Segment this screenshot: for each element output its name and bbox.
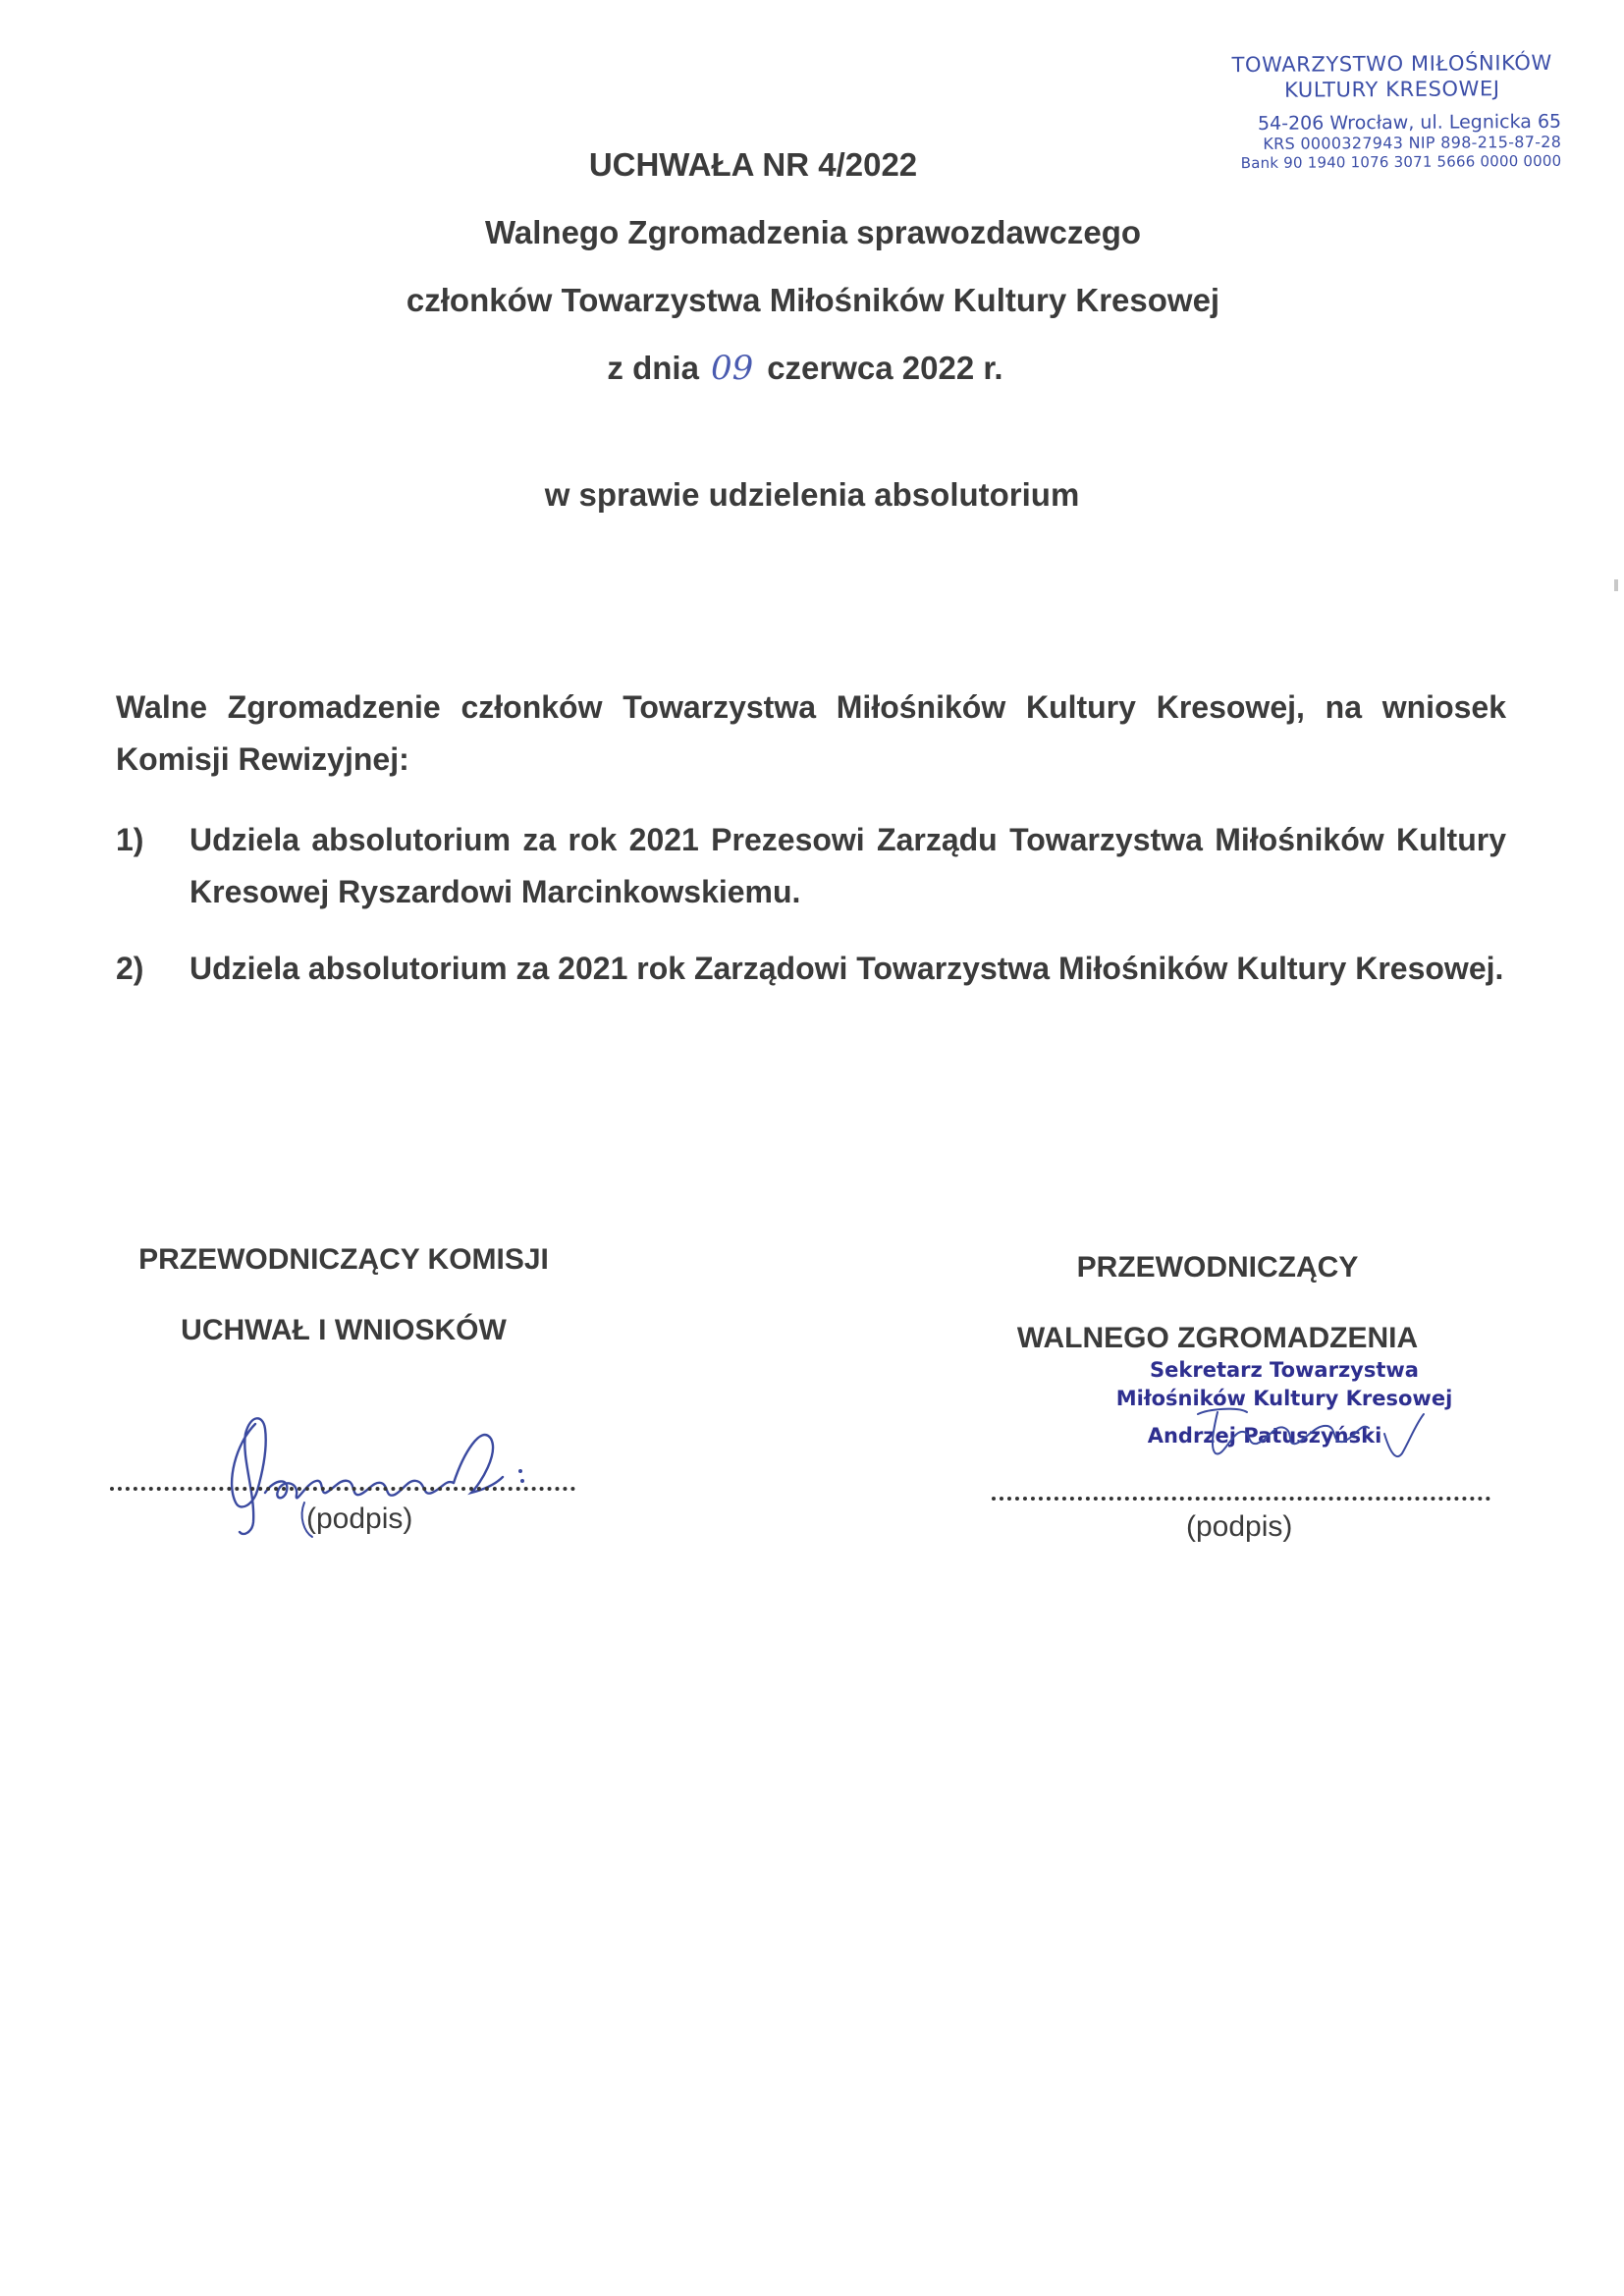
list-item bbox=[116, 943, 1506, 995]
right-handwritten-signature bbox=[1159, 1394, 1453, 1483]
left-signature-line bbox=[110, 1487, 575, 1491]
list-item-number: 2) bbox=[116, 951, 144, 986]
resolution-title: UCHWAŁA NR 4/2022 bbox=[588, 146, 918, 183]
right-signature-line bbox=[992, 1497, 1490, 1501]
right-signature-caption: (podpis) bbox=[1186, 1510, 1293, 1543]
secretary-stamp-line3: Andrzej Patuszyński bbox=[1147, 1424, 1382, 1448]
list-item-number: 1) bbox=[116, 822, 144, 857]
stamp-name-line2: KULTURY KRESOWEJ bbox=[1283, 77, 1500, 102]
stamp-name-line1: TOWARZYSTWO MIŁOŚNIKÓW bbox=[1231, 50, 1552, 78]
right-title-line1: PRZEWODNICZĄCY bbox=[1076, 1251, 1359, 1284]
resolution-header bbox=[0, 147, 1624, 418]
list-item-text: Udziela absolutorium za rok 2021 Prezesowi Zarządu Towarzystwa Miłośników Kultury Kresowej Ryszardowi Marcinkowskiemu. bbox=[189, 822, 1506, 909]
resolution-subject: w sprawie udzielenia absolutorium bbox=[544, 476, 1080, 513]
resolution-body-line: Walnego Zgromadzenia sprawozdawczego bbox=[484, 214, 1142, 250]
resolution-intro: Walne Zgromadzenie członków Towarzystwa Miłośników Kultury Kresowej, na wniosek Komisji Rewizyjnej: bbox=[116, 689, 1506, 777]
scan-edge-mark bbox=[1614, 579, 1618, 591]
list-item bbox=[116, 814, 1506, 918]
left-signatory-title bbox=[108, 1243, 579, 1347]
stamp-address: 54-206 Wrocław, ul. Legnicka 65 bbox=[1257, 110, 1562, 135]
resolution-date bbox=[0, 351, 1624, 386]
left-title-line1: PRZEWODNICZĄCY KOMISJI bbox=[138, 1243, 549, 1276]
secretary-stamp-line1: Sekretarz Towarzystwa bbox=[1150, 1358, 1419, 1382]
date-prefix: z dnia bbox=[607, 350, 699, 386]
secretary-stamp-line2: Miłośników Kultury Kresowej bbox=[1115, 1387, 1453, 1410]
stamp-krs-nip: KRS 0000327943 NIP 898-215-87-28 bbox=[1263, 132, 1562, 153]
resolution-members-line: członków Towarzystwa Miłośników Kultury Kresowej bbox=[406, 282, 1220, 318]
list-item-text: Udziela absolutorium za 2021 rok Zarządowi Towarzystwa Miłośników Kultury Kresowej. bbox=[189, 951, 1504, 986]
date-day-handwritten: 09 bbox=[710, 349, 754, 388]
stamp-bank-account: Bank 90 1940 1076 3071 5666 0000 0000 bbox=[1240, 151, 1562, 173]
right-signatory-title bbox=[982, 1251, 1453, 1355]
left-title-line2: UCHWAŁ I WNIOSKÓW bbox=[181, 1314, 507, 1346]
date-suffix: czerwca 2022 r. bbox=[767, 350, 1003, 386]
right-title-line2: WALNEGO ZGROMADZENIA bbox=[1016, 1322, 1419, 1354]
left-signature-caption: (podpis) bbox=[306, 1503, 413, 1535]
